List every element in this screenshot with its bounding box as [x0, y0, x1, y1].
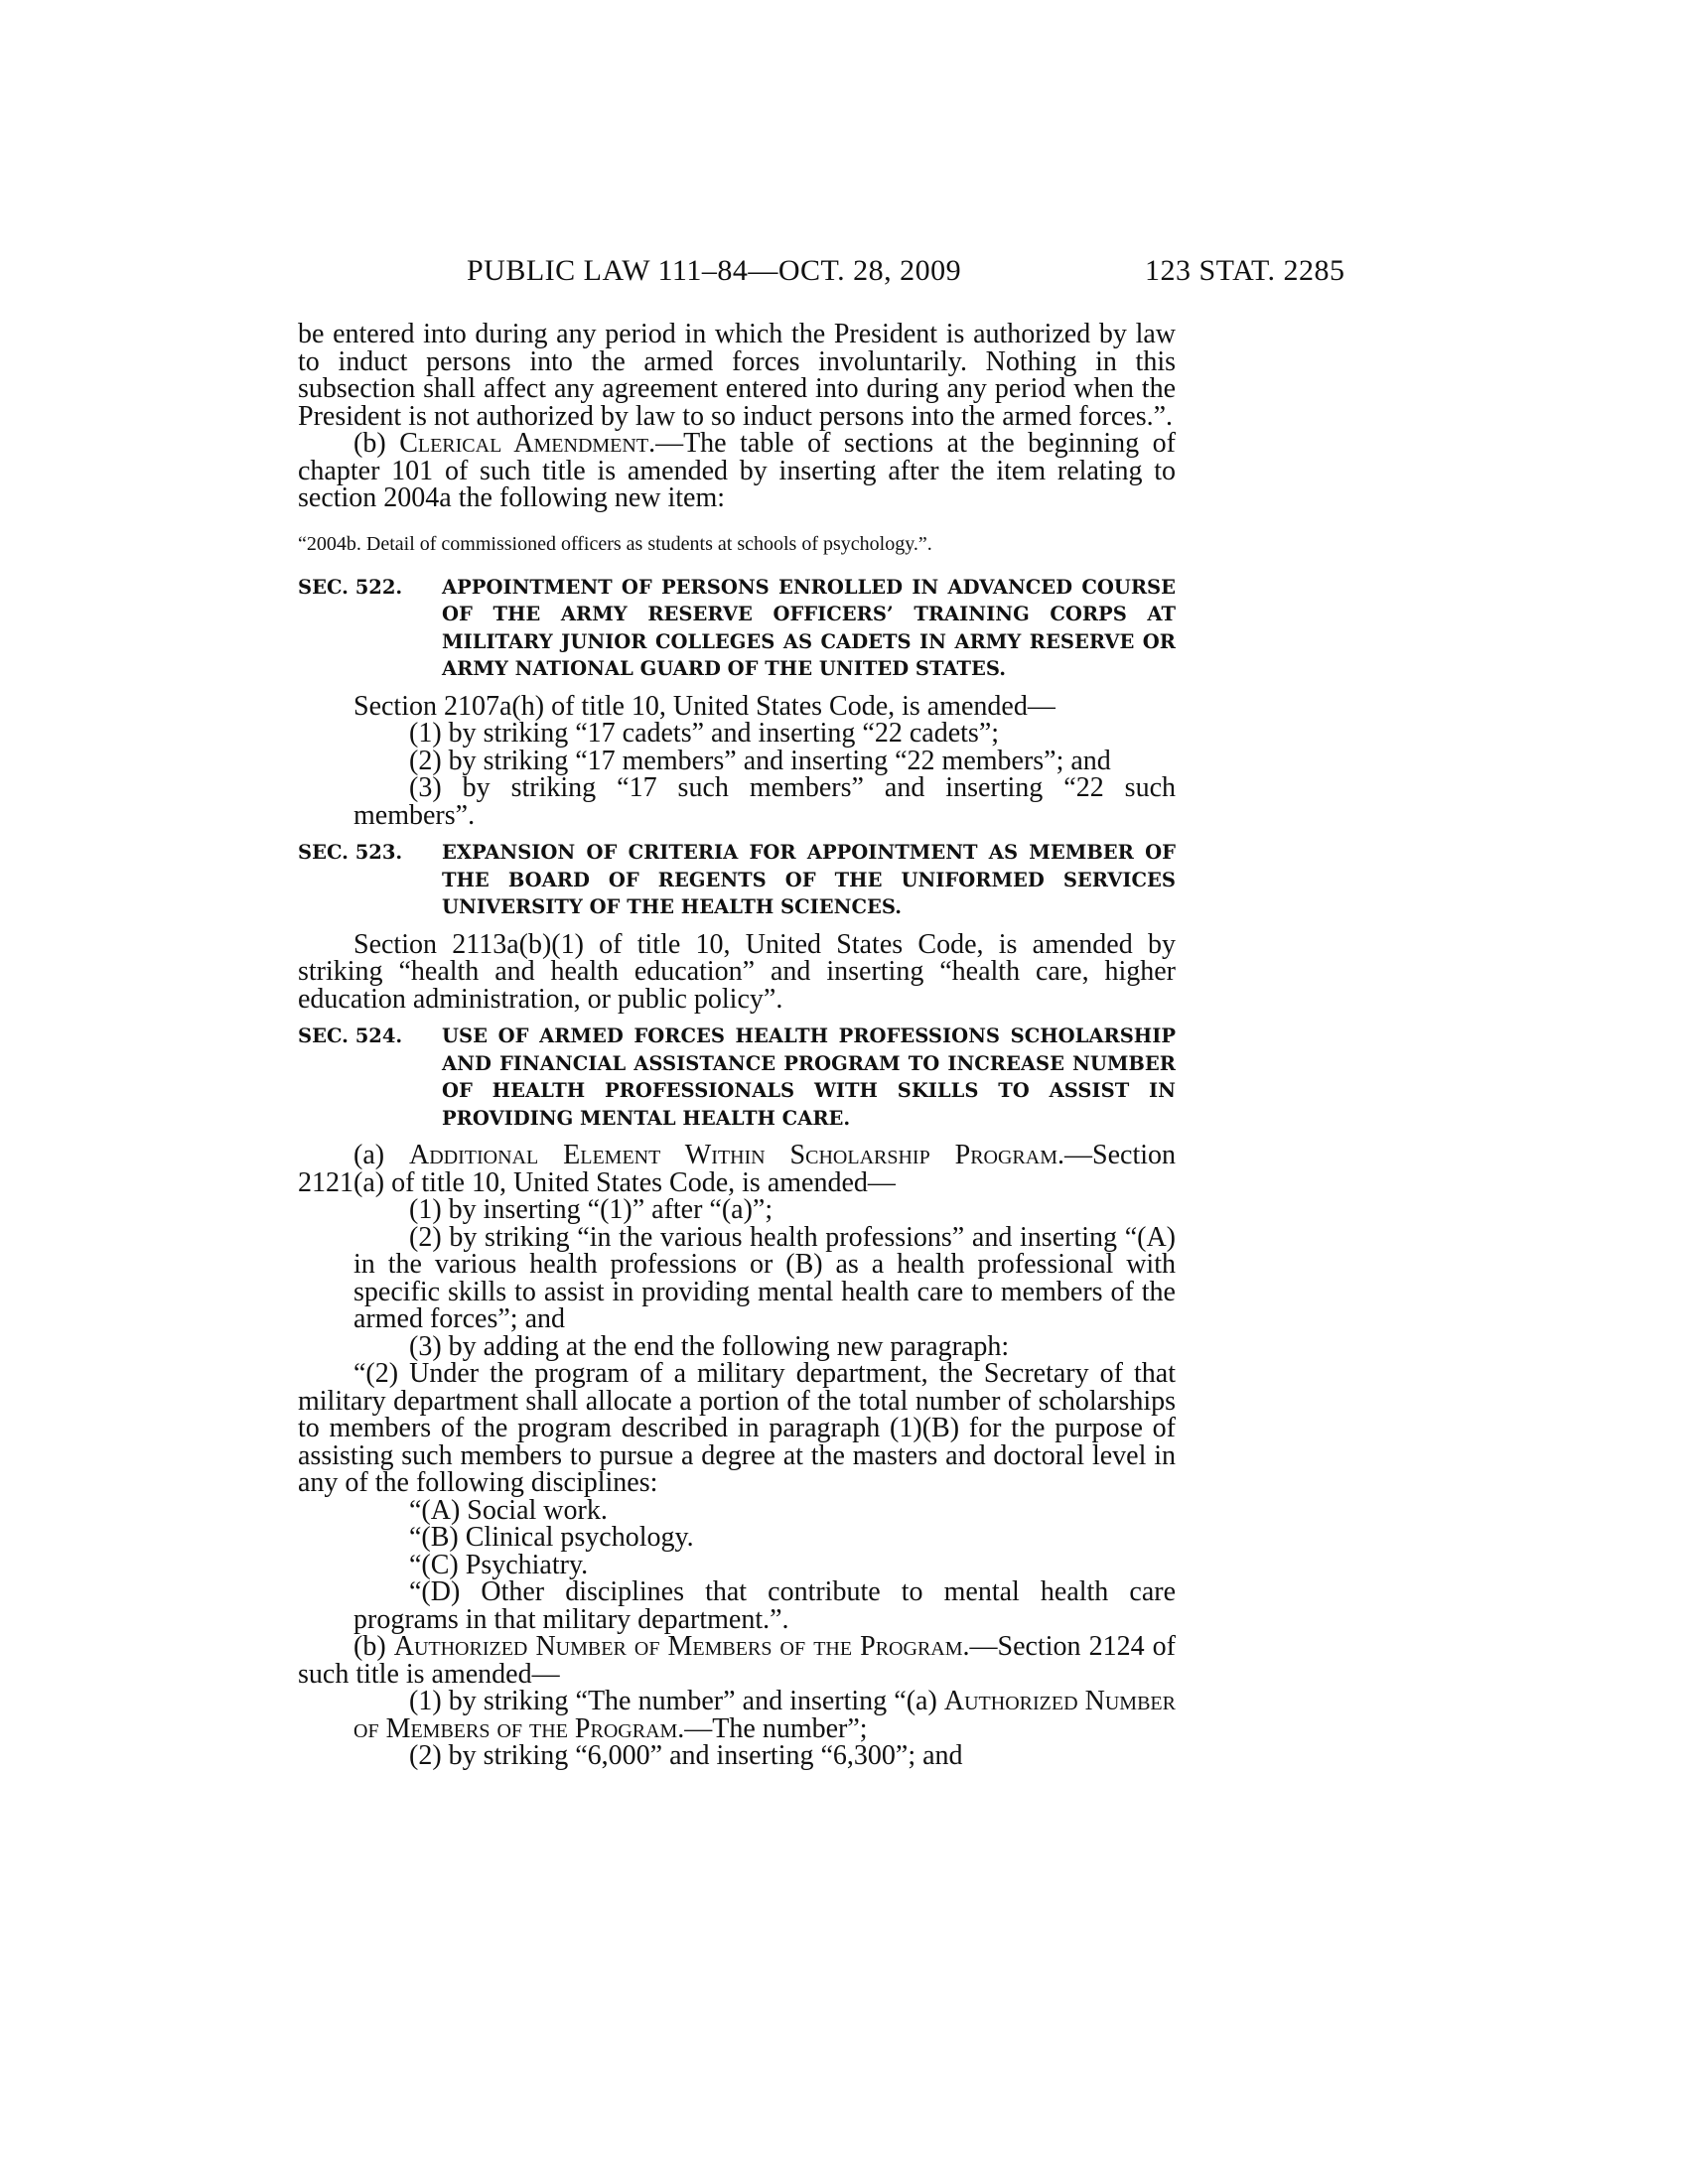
section-523-heading — [298, 839, 1176, 921]
running-header-title: PUBLIC LAW 111–84—OCT. 28, 2009 — [467, 254, 962, 287]
quoted-discipline-d: “(D) Other disciplines that contribute to mental health care programs in that military department.”. — [353, 1576, 1176, 1635]
subsection-a-paragraph: (a) Additional Element Within Scholarship Program.—Section 2121(a) of title 10, United States Code, is amended— — [298, 1140, 1177, 1198]
quoted-discipline-b: “(B) Clinical psychology. — [409, 1522, 694, 1553]
subsection-b-item-2: (2) by striking “6,000” and inserting “6,300”; and — [409, 1740, 963, 1771]
section-522-paragraph-2: (2) by striking “17 members” and inserting “22 members”; and — [409, 745, 1111, 776]
section-title: APPOINTMENT OF PERSONS ENROLLED IN ADVANCED COURSE OF THE ARMY RESERVE OFFICERS’ TRAINING CORPS AT MILITARY JUNIOR COLLEGES AS CADETS IN ARMY RESERVE OR ARMY NATIONAL GUARD OF THE UNITED STATES. — [442, 575, 1176, 680]
subsection-b-heading: Authorized Number of Members of the Program — [393, 1631, 963, 1662]
subsection-b-paragraph: (b) Authorized Number of Members of the Program.—Section 2124 of such title is amended— — [298, 1631, 1176, 1690]
quoted-paragraph-2: “(2) Under the program of a military department, the Secretary of that military department shall allocate a portion of the total number of scholarships to members of the program described in paragraph (1)(B) for the purpose of assisting such members to pursue a degree at the masters and doctoral level in any of the following disciplines: — [298, 1358, 1176, 1498]
section-number: SEC. 524. — [298, 1024, 403, 1047]
section-522-paragraph-1: (1) by striking “17 cadets” and inserting “22 cadets”; — [409, 718, 1000, 749]
section-number: SEC. 523. — [298, 841, 403, 864]
page-body — [298, 321, 1176, 1770]
section-title: EXPANSION OF CRITERIA FOR APPOINTMENT AS MEMBER OF THE BOARD OF REGENTS OF THE UNIFORMED SERVICES UNIVERSITY OF THE HEALTH SCIENCES. — [442, 841, 1176, 918]
subsection-a-item-2: (2) by striking “in the various health professions” and inserting “(A) in the various health professions or (B) as a health professional with specific skills to assist in providing mental health care to members of the armed forces”; and — [353, 1221, 1176, 1334]
subsection-b-item-1: (1) by striking “The number” and inserting “(a) Authorized Number of Members of the Program.—The number”; — [353, 1686, 1176, 1744]
table-of-sections-item: “2004b. Detail of commissioned officers as students at schools of psychology.”. — [298, 532, 932, 555]
section-number: SEC. 522. — [298, 575, 403, 599]
section-title: USE OF ARMED FORCES HEALTH PROFESSIONS SCHOLARSHIP AND FINANCIAL ASSISTANCE PROGRAM TO INCREASE NUMBER OF HEALTH PROFESSIONALS WITH SKILLS TO ASSIST IN PROVIDING MENTAL HEALTH CARE. — [442, 1024, 1176, 1130]
section-522-intro: Section 2107a(h) of title 10, United States Code, is amended— — [353, 690, 1055, 722]
section-522-paragraph-3: (3) by striking “17 such members” and inserting “22 such members”. — [353, 772, 1176, 831]
section-524-heading — [298, 1023, 1176, 1132]
subsection-a-item-3: (3) by adding at the end the following new paragraph: — [409, 1330, 1010, 1362]
section-522-heading — [298, 574, 1176, 683]
subsection-a-heading: Additional Element Within Scholarship Program — [409, 1140, 1058, 1170]
running-header-page: 123 STAT. 2285 — [1145, 254, 1345, 287]
quoted-discipline-a: “(A) Social work. — [409, 1494, 608, 1526]
section-523-text: Section 2113a(b)(1) of title 10, United States Code, is amended by striking “health and health education” and inserting “health care, higher education administration, or public policy”. — [298, 928, 1176, 1015]
carryover-paragraph: be entered into during any period in which the President is authorized by law to induct persons into the armed forces involuntarily. Nothing in this subsection shall affect any agreement entered into during any period when the President is not authorized by law to so induct persons into the armed forces.”. — [298, 319, 1176, 432]
subsection-a-item-1: (1) by inserting “(1)” after “(a)”; — [409, 1194, 774, 1225]
clerical-amendment-heading: Clerical Amendment — [399, 428, 649, 459]
clerical-amendment-paragraph: (b) Clerical Amendment.—The table of sections at the beginning of chapter 101 of such title is amended by inserting after the item relating to section 2004a the following new item: — [298, 428, 1176, 513]
quoted-discipline-c: “(C) Psychiatry. — [409, 1549, 589, 1580]
